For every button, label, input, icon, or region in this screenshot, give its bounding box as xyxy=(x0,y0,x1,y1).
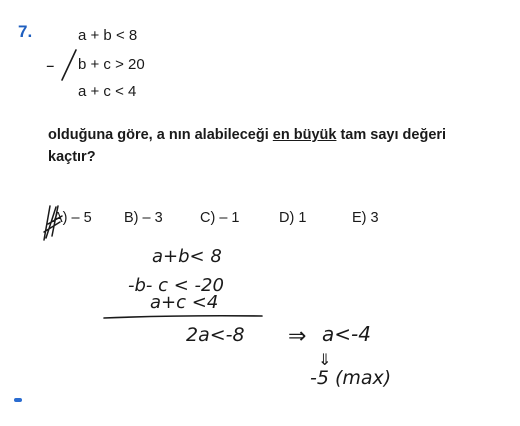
handwritten-line-3: a+c <4 xyxy=(150,292,219,313)
inequality-3: a + c < 4 xyxy=(78,83,137,100)
handwritten-line-2: -b- c < -20 xyxy=(128,275,224,296)
question-stem xyxy=(48,124,448,168)
stem-text-1: olduğuna göre, a nın alabileceği xyxy=(48,127,273,143)
stem-emphasis: en büyük xyxy=(272,127,337,143)
question-number: 7. xyxy=(18,22,33,41)
handwritten-slash-mark xyxy=(62,50,76,80)
option-d-letter: D) xyxy=(279,210,295,226)
option-e-letter: E) xyxy=(352,210,367,226)
handwritten-minus-sign: – xyxy=(46,56,55,76)
option-d[interactable] xyxy=(279,210,306,226)
option-d-value: 1 xyxy=(298,210,307,226)
handwritten-sum: 2a<-8 xyxy=(186,324,245,346)
implies-arrow: ⇒ xyxy=(288,324,307,349)
option-e[interactable] xyxy=(352,210,379,226)
option-b-value: – 3 xyxy=(142,210,163,226)
down-arrow: ⇓ xyxy=(318,350,332,369)
option-b-letter: B) xyxy=(124,210,139,226)
handwritten-answer: -5 (max) xyxy=(310,367,392,389)
option-a-value: – 5 xyxy=(71,210,92,226)
sum-divider-line xyxy=(104,316,262,318)
option-b[interactable] xyxy=(124,210,163,226)
handwritten-result: a<-4 xyxy=(322,322,371,346)
stem-text-2: tam sayı değeri kaçtır? xyxy=(48,127,447,165)
inequality-1: a + b < 8 xyxy=(78,27,138,44)
page-marker xyxy=(14,398,22,402)
option-a[interactable] xyxy=(53,210,92,226)
option-c-value: – 1 xyxy=(219,210,240,226)
option-a-letter: A) xyxy=(53,210,68,226)
option-c[interactable] xyxy=(200,210,240,226)
inequality-2: b + c > 20 xyxy=(78,56,145,73)
option-c-letter: C) xyxy=(200,210,216,226)
option-e-value: 3 xyxy=(370,210,379,226)
handwritten-line-1: a+b< 8 xyxy=(152,246,222,267)
